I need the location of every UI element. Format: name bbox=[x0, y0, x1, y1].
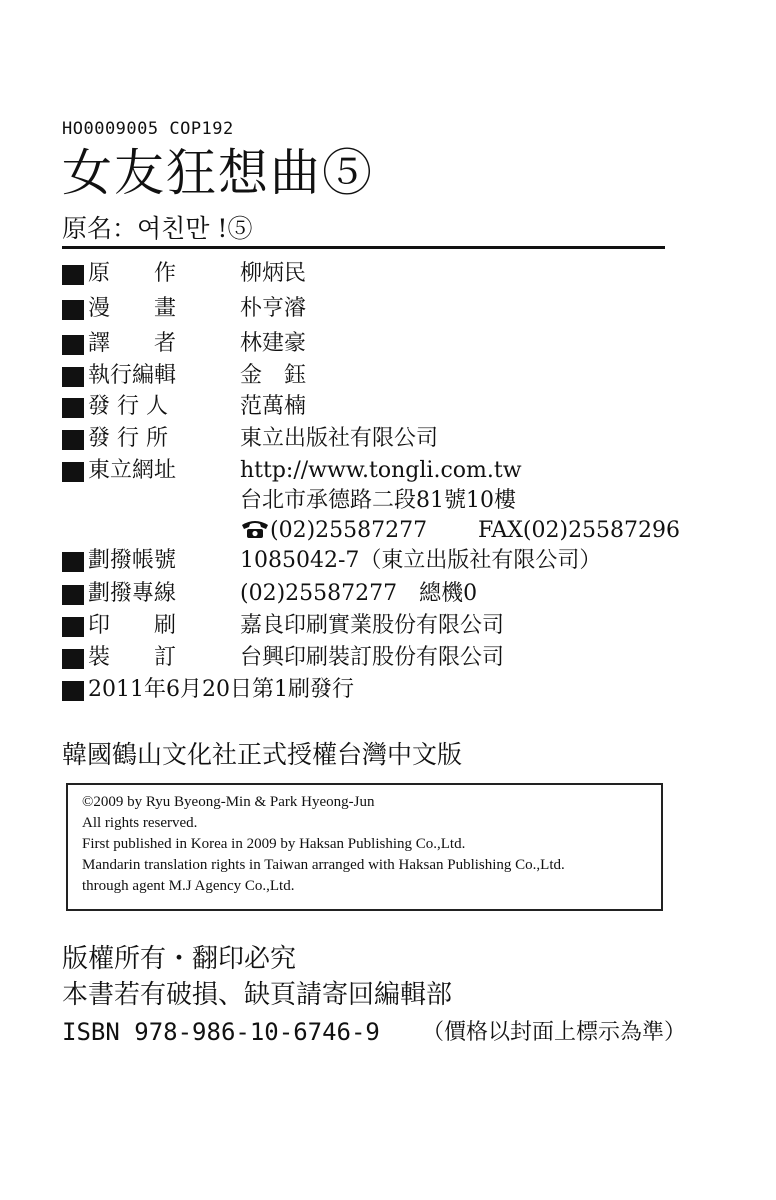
copyright-box bbox=[66, 783, 663, 911]
credit-value: (02)25587277 總機0 bbox=[240, 581, 478, 606]
phone-number: (02)25587277 bbox=[270, 518, 428, 543]
credit-label: 執行編輯 bbox=[88, 363, 177, 388]
bullet-square-icon bbox=[62, 462, 84, 482]
license-statement: 韓國鶴山文化社正式授權台灣中文版 bbox=[62, 740, 463, 769]
telephone-icon bbox=[240, 519, 270, 539]
credit-label: 劃撥專線 bbox=[88, 581, 177, 606]
price-note: （價格以封面上標示為準） bbox=[422, 1020, 687, 1045]
credit-value: 台興印刷裝訂股份有限公司 bbox=[240, 645, 505, 670]
bullet-square-icon bbox=[62, 367, 84, 387]
bullet-square-icon bbox=[62, 265, 84, 285]
credit-value: 范萬楠 bbox=[240, 394, 307, 419]
fax-number: FAX(02)25587296 bbox=[478, 518, 681, 543]
credit-value: 林建豪 bbox=[240, 331, 307, 356]
copyright-line: First published in Korea in 2009 by Haksan Publishing Co.,Ltd. bbox=[82, 836, 466, 852]
credit-value: 金 鈺 bbox=[240, 363, 307, 388]
credit-label: 漫 畫 bbox=[88, 296, 177, 321]
phone-fax-line bbox=[240, 516, 681, 546]
bullet-square-icon bbox=[62, 335, 84, 355]
credit-label: 發 行 所 bbox=[88, 426, 168, 451]
copyright-line: through agent M.J Agency Co.,Ltd. bbox=[82, 878, 295, 894]
bullet-square-icon bbox=[62, 649, 84, 669]
bullet-square-icon bbox=[62, 552, 84, 572]
bullet-square-icon bbox=[62, 398, 84, 418]
credit-value: 東立出版社有限公司 bbox=[240, 426, 439, 451]
credit-label: 發 行 人 bbox=[88, 394, 168, 419]
credit-value: 柳炳民 bbox=[240, 261, 307, 286]
rights-notice: 版權所有・翻印必究 bbox=[62, 944, 297, 974]
bullet-square-icon bbox=[62, 681, 84, 701]
copyright-line: Mandarin translation rights in Taiwan arranged with Haksan Publishing Co.,Ltd. bbox=[82, 857, 565, 873]
credit-label: 印 刷 bbox=[88, 613, 177, 638]
credit-label: 劃撥帳號 bbox=[88, 548, 177, 573]
bullet-square-icon bbox=[62, 617, 84, 637]
product-code: HO0009005 COP192 bbox=[62, 119, 234, 139]
bullet-square-icon bbox=[62, 585, 84, 605]
copyright-line: All rights reserved. bbox=[82, 815, 198, 831]
title-divider bbox=[62, 246, 665, 249]
copyright-line: ©2009 by Ryu Byeong-Min & Park Hyeong-Jun bbox=[82, 794, 375, 810]
original-title: 原名：여친만 !⑤ bbox=[62, 214, 253, 243]
credit-label: 東立網址 bbox=[88, 458, 177, 483]
damage-notice: 本書若有破損、缺頁請寄回編輯部 bbox=[62, 980, 453, 1010]
credit-value: 朴亨濬 bbox=[240, 296, 307, 321]
website-url: http://www.tongli.com.tw bbox=[240, 458, 522, 483]
bullet-square-icon bbox=[62, 430, 84, 450]
book-title: 女友狂想曲⑤ bbox=[62, 144, 374, 202]
credit-value: 嘉良印刷實業股份有限公司 bbox=[240, 613, 505, 638]
credit-value: 1085042-7（東立出版社有限公司） bbox=[240, 548, 602, 573]
credit-label: 裝 訂 bbox=[88, 645, 177, 670]
bullet-square-icon bbox=[62, 300, 84, 320]
isbn-number: ISBN 978-986-10-6746-9 bbox=[62, 1018, 380, 1046]
credit-label: 譯 者 bbox=[88, 331, 177, 356]
address-line: 台北市承德路二段81號10樓 bbox=[240, 488, 516, 513]
publish-date: 2011年6月20日第1刷發行 bbox=[88, 677, 354, 702]
credit-label: 原 作 bbox=[88, 261, 177, 286]
